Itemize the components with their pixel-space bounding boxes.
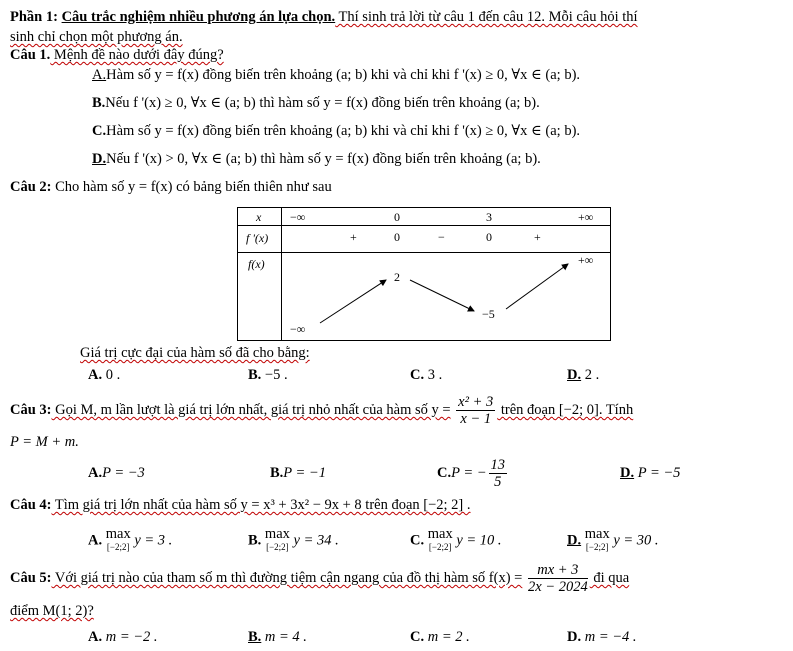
q1-option-c-text: Hàm số y = f(x) đồng biến trên khoảng (a; b) khi và chỉ khi f '(x) ≥ 0, ∀x ∈ (a; b). — [106, 123, 581, 139]
derivative-sign: − — [438, 230, 445, 244]
arrow-up-2 — [506, 264, 568, 309]
q3-option-a[interactable]: A.P = −3 — [88, 465, 145, 481]
question-3-line-2: P = M + m. — [10, 434, 79, 450]
variation-arrows — [238, 208, 610, 340]
q3-option-b[interactable]: B.P = −1 — [270, 465, 326, 481]
f-value: −5 — [482, 307, 495, 321]
variation-table — [237, 207, 611, 341]
question-3-text-2: trên đoạn [−2; 0]. Tính — [497, 402, 634, 418]
instruction-text: Thí sinh trả lời từ câu 1 đến câu 12. Mỗi câu hỏi thí — [335, 9, 638, 25]
question-4 — [10, 496, 471, 514]
question-3 — [10, 392, 633, 428]
q1-option-a-text: Hàm số y = f(x) đồng biến trên khoảng (a; b) khi và chỉ khi f '(x) ≥ 0, ∀x ∈ (a; b). — [106, 67, 581, 83]
derivative-sign: + — [534, 230, 541, 244]
q4-option-b[interactable]: B. max [−2;2] y = 34 . — [248, 526, 339, 552]
x-value: +∞ — [578, 210, 594, 224]
q3-option-c[interactable]: C.P = − $\frac{13}{5}$ — [437, 457, 506, 491]
f-value: −∞ — [290, 322, 306, 336]
q1-option-d-key: D. — [92, 151, 107, 167]
question-4-text: Tìm giá trị lớn nhất của hàm số y = x³ + 3x² − 9x + 8 trên đoạn [−2; 2] . — [51, 497, 471, 513]
q4-option-d[interactable]: D. max [−2;2] y = 30 . — [567, 526, 659, 552]
q2-option-a[interactable]: A. 0 . — [88, 367, 121, 383]
q5-option-b[interactable]: B. m = 4 . — [248, 629, 307, 645]
x-value: −∞ — [290, 210, 306, 224]
q2-option-d[interactable]: D. 2 . — [567, 367, 600, 383]
q3-option-d[interactable]: D. P = −5 — [620, 465, 681, 481]
question-4-label: Câu 4: — [10, 497, 52, 513]
question-5-text: Với giá trị nào của tham số m thì đường tiệm cận ngang của đồ thị hàm số f(x) = — [51, 570, 523, 586]
q2-option-c[interactable]: C. 3 . — [410, 367, 443, 383]
x-value: 3 — [486, 210, 492, 224]
q1-option-d-text: Nếu f '(x) > 0, ∀x ∈ (a; b) thì hàm số y = f(x) đồng biến trên khoảng (a; b). — [106, 151, 541, 167]
derivative-sign: 0 — [394, 230, 400, 244]
question-3-label: Câu 3: — [10, 402, 52, 418]
q5-option-c[interactable]: C. m = 2 . — [410, 629, 470, 645]
question-2-label: Câu 2: — [10, 179, 52, 195]
header-line-1 — [10, 8, 638, 26]
arrow-down — [410, 280, 474, 311]
table-row-f: f(x) — [248, 257, 265, 271]
arrow-up-1 — [320, 280, 386, 323]
q1-option-b-text: Nếu f '(x) ≥ 0, ∀x ∈ (a; b) thì hàm số y = f(x) đồng biến trên khoảng (a; b). — [105, 95, 540, 111]
q2-option-b[interactable]: B. −5 . — [248, 367, 288, 383]
q1-option-a-key: A. — [92, 67, 107, 83]
q5-option-d[interactable]: D. m = −4 . — [567, 629, 637, 645]
table-row-x: x — [256, 210, 262, 224]
derivative-sign: 0 — [486, 230, 492, 244]
q3-fraction: $\frac{\text{x² + 3}}{x - 1}$ — [458, 394, 494, 428]
part-label: Phần 1: — [10, 9, 58, 25]
instruction-text-2: sinh chỉ chọn một phương án. — [10, 29, 183, 45]
question-2 — [10, 178, 332, 196]
q5-option-a[interactable]: A. m = −2 . — [88, 629, 158, 645]
q1-option-a[interactable] — [92, 66, 580, 84]
question-3-text: Gọi M, m lần lượt là giá trị lớn nhất, giá trị nhỏ nhất của hàm số y = — [51, 402, 451, 418]
question-5 — [10, 560, 629, 596]
q1-option-d[interactable] — [92, 150, 541, 168]
question-2-prompt: Giá trị cực đại của hàm số đã cho bằng: — [80, 345, 310, 361]
q4-option-a[interactable]: A. max [−2;2] y = 3 . — [88, 526, 173, 552]
question-1-label: Câu 1. — [10, 47, 51, 63]
q1-option-c-key: C. — [92, 123, 107, 139]
q4-option-c[interactable]: C. max [−2;2] y = 10 . — [410, 526, 502, 552]
q1-option-b-key: B. — [92, 95, 106, 111]
header-line-2 — [10, 28, 183, 46]
q5-fraction: $\frac{mx + 3}{2x - 2024}$ — [527, 562, 588, 596]
question-5-label: Câu 5: — [10, 570, 52, 586]
table-row-fprime: f '(x) — [246, 231, 269, 245]
question-2-text: Cho hàm số y = f(x) có bảng biến thiên như sau — [51, 179, 332, 195]
x-value: 0 — [394, 210, 400, 224]
question-5-line-2: điểm M(1; 2)? — [10, 603, 94, 619]
f-value: 2 — [394, 270, 400, 284]
q1-option-b[interactable] — [92, 94, 540, 112]
derivative-sign: + — [350, 230, 357, 244]
question-1-text: Mệnh đề nào dưới đây đúng? — [50, 47, 224, 63]
q1-option-c[interactable] — [92, 122, 580, 140]
f-value: +∞ — [578, 253, 594, 267]
question-1 — [10, 46, 224, 64]
part-title: Câu trắc nghiệm nhiều phương án lựa chọn. — [61, 9, 336, 25]
question-5-text-2: đi qua — [589, 570, 630, 586]
